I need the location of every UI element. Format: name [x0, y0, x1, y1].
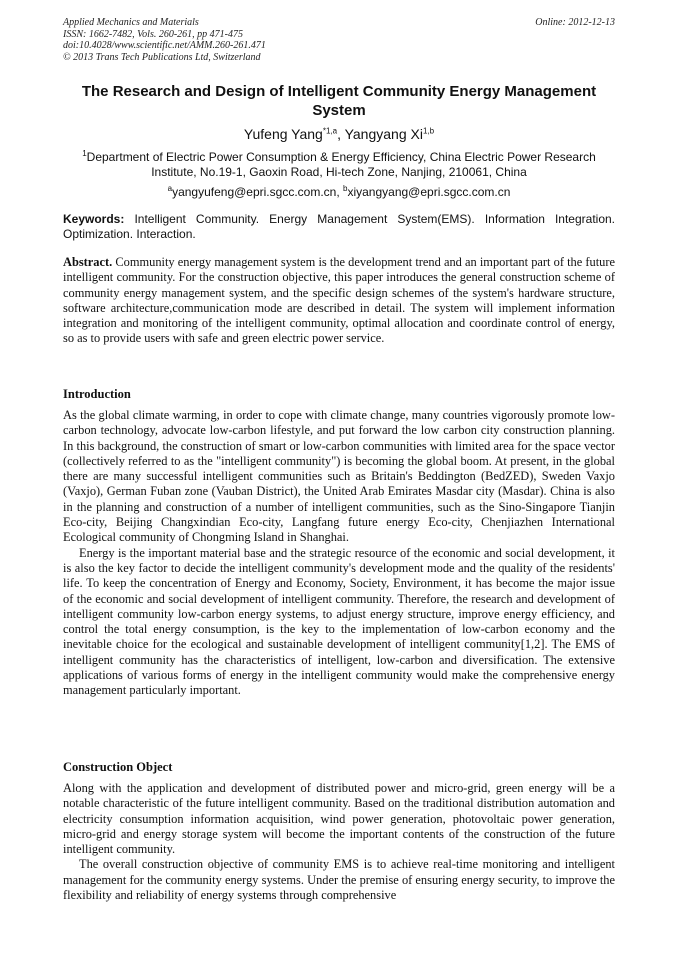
affiliation-text: Department of Electric Power Consumption & Energy Efficiency, China Electric Power Research Institute, No.19-1, Gaoxin Road, Hi-tech Zone, Nanjing, 210061, China: [86, 150, 596, 179]
introduction-paragraph-1: As the global climate warming, in order to cope with climate change, many countries vigorously promote low-carbon technology, advocate low-carbon lifestyle, and put forward the low carbon city construction planning. In this background, the construction of smart or low-carbon communities with limited area for the space vector (collectively referred to as the "intelligent community") is becoming the global boom. At present, in the global there are many successful intelligent communities such as Britain's Beddington (BedZED), Sweden Vaxjo (Vaxjo), German Fuban zone (Vauban District), the United Arab Emirates Masdar city (Masdar). China is also in the planning and construction of a number of intelligent communities, such as the Sino-Singapore Tianjin Eco-city, Beijing Changxindian Eco-city, Langfang future energy Eco-city, Chenjiazhen International Ecological community of Chongming Island in Shanghai.: [63, 408, 615, 545]
keywords: [63, 212, 615, 242]
journal-name: Applied Mechanics and Materials: [63, 17, 199, 28]
doi-line: doi:10.4028/www.scientific.net/AMM.260-261.471: [63, 40, 266, 51]
introduction-heading: Introduction: [63, 387, 131, 401]
construction-object-body: [63, 781, 615, 903]
author-1: Yufeng Yang: [243, 126, 323, 142]
author-separator: ,: [337, 126, 345, 142]
keywords-text: Intelligent Community. Energy Management System(EMS). Information Integration. Optimization. Interaction.: [63, 212, 616, 241]
construction-paragraph-1: Along with the application and development of distributed power and micro-grid, green energy will be a notable characteristic of the future intelligent community. Based on the traditional distribution automation and electricity consumption information acquisition, wind power generation, photovoltaic power generation, micro-grid and energy storage system will become the important contents of the construction of the future intelligent community.: [63, 781, 615, 857]
abstract: [63, 255, 615, 347]
construction-object-heading: Construction Object: [63, 760, 173, 774]
keywords-label: Keywords:: [63, 212, 125, 226]
author-2: Yangyang Xi: [344, 126, 423, 142]
paper-title: The Research and Design of Intelligent Community Energy Management System: [81, 83, 597, 119]
journal-header: [63, 17, 615, 63]
affiliation: [63, 150, 615, 180]
online-date: Online: 2012-12-13: [535, 17, 615, 28]
copyright-line: © 2013 Trans Tech Publications Ltd, Switzerland: [63, 51, 261, 63]
email-line: [63, 185, 615, 200]
introduction-body: [63, 408, 615, 699]
author-2-affiliation-mark: 1,b: [422, 126, 435, 136]
abstract-label: Abstract.: [63, 255, 113, 269]
abstract-text: Community energy management system is the development trend and an important part of the future intelligent community. For the construction objective, this paper introduces the general construction scheme of community energy management system, and the specific design schemes of the system's hardware structure, software architecture,communication mode are described in detail. The system will implement information integration and monitoring of the intelligent community, optimal allocation and coordinate control of energy, so as to provide users with safe and green electric power service.: [63, 255, 615, 346]
email-b: xiyangyang@epri.sgcc.com.cn: [347, 185, 511, 199]
email-a-mark: a: [167, 184, 173, 193]
email-b-mark: b: [343, 184, 348, 193]
issn-line: ISSN: 1662-7482, Vols. 260-261, pp 471-475: [63, 28, 243, 40]
author-line: [63, 125, 615, 143]
email-a: yangyufeng@epri.sgcc.com.cn,: [172, 185, 340, 199]
author-1-affiliation-mark: *1,a: [322, 126, 338, 136]
affiliation-mark: 1: [82, 149, 87, 158]
introduction-paragraph-2: Energy is the important material base and the strategic resource of the economic and social development, it is also the key factor to decide the intelligent community's development mode and the quality of the residents' life. To keep the concentration of Energy and Economy, Society, Environment, it has become the major issue of the economic and social development of intelligent community. Therefore, the research and development of intelligent community low-carbon energy systems, to adjust energy structure, improve energy efficiency, and control the total energy consumption, is the key to the implementation of low-carbon economy and the inevitable choice for the ecological and sustainable development of intelligent community[1,2]. The EMS of intelligent community has the characteristics of intelligent, low-carbon and diversification. The extensive applications of various forms of energy in the intelligent community would make the comprehensive energy management particularly important.: [63, 545, 615, 698]
construction-paragraph-2: The overall construction objective of community EMS is to achieve real-time monitoring and intelligent management for the community energy systems. Under the premise of ensuring energy security, to improve the flexibility and reliability of energy systems through comprehensive: [63, 857, 615, 903]
